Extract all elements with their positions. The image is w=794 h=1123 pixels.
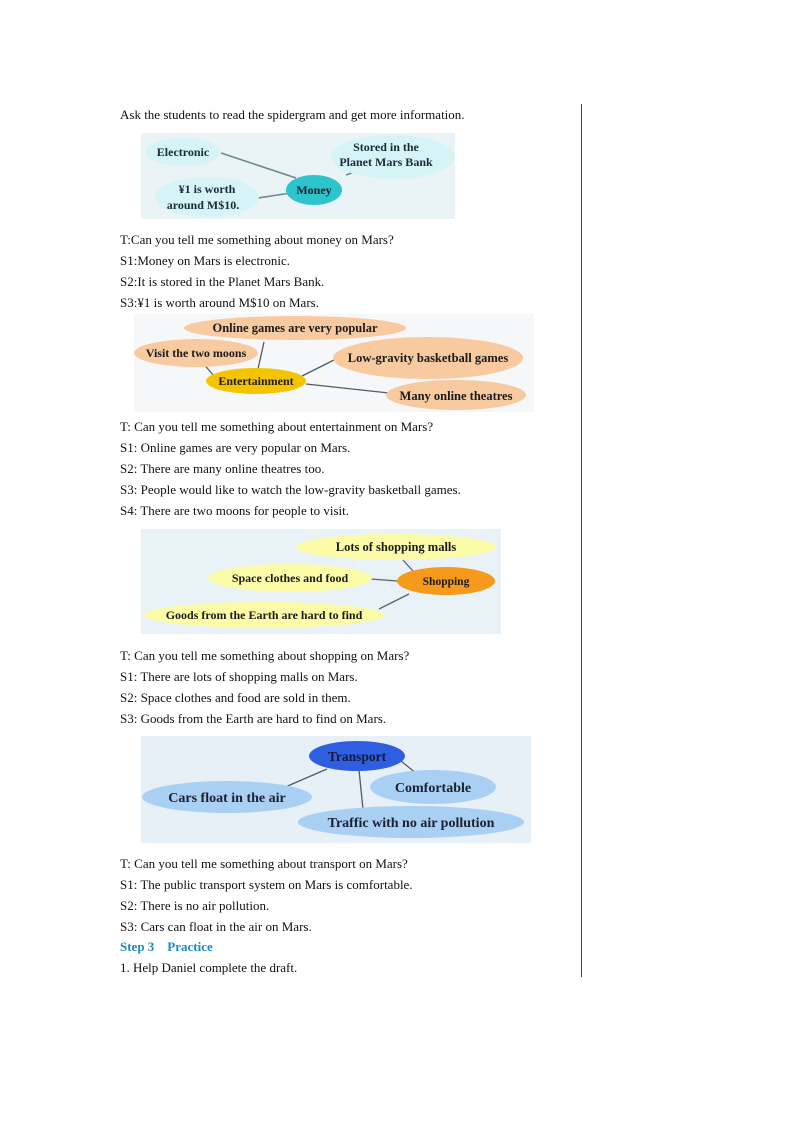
shopping-answer-1: S1: There are lots of shopping malls on Mars. (120, 669, 358, 684)
cars-label: Cars float in the air (168, 791, 286, 806)
transport-center-label: Transport (327, 749, 387, 764)
shopping-question: T: Can you tell me something about shopping on Mars? (120, 648, 410, 663)
entertainment-question: T: Can you tell me something about entertainment on Mars? (120, 419, 434, 434)
entertainment-spidergram (134, 314, 534, 412)
step-heading: Step 3 Practice (120, 939, 213, 954)
entertainment-answer-3: S3: People would like to watch the low-gravity basketball games. (120, 482, 461, 497)
electronic-label: Electronic (156, 145, 210, 159)
comfortable-label: Comfortable (394, 781, 472, 796)
shopping-answer-2: S2: Space clothes and food are sold in them. (120, 690, 351, 705)
shopping-center-label: Shopping (422, 576, 470, 588)
entertainment-answer-2: S2: There are many online theatres too. (120, 461, 325, 476)
money-answer-3: S3:¥1 is worth around M$10 on Mars. (120, 295, 319, 310)
column-divider (581, 104, 582, 977)
practice-task: 1. Help Daniel complete the draft. (120, 960, 298, 975)
transport-answer-2: S2: There is no air pollution. (120, 898, 270, 913)
bank-label-line2: Planet Mars Bank (339, 155, 433, 169)
traffic-label: Traffic with no air pollution (327, 816, 495, 831)
money-question: T:Can you tell me something about money on Mars? (120, 232, 394, 247)
goods-label: Goods from the Earth are hard to find (165, 608, 363, 622)
clothes-label: Space clothes and food (231, 571, 349, 585)
shopping-answer-3: S3: Goods from the Earth are hard to find on Mars. (120, 711, 387, 726)
malls-label: Lots of shopping malls (335, 540, 457, 554)
online-games-label: Online games are very popular (212, 321, 378, 335)
visit-moons-label: Visit the two moons (145, 346, 247, 360)
theatres-label: Many online theatres (399, 389, 513, 403)
worth-label-line1: ¥1 is worth (178, 182, 236, 196)
shopping-spidergram (141, 529, 501, 634)
money-spidergram (141, 133, 455, 219)
worth-label-line2: around M$10. (166, 198, 240, 212)
intro-text: Ask the students to read the spidergram and get more information. (120, 107, 465, 122)
bank-label-line1: Stored in the (353, 140, 419, 154)
transport-answer-1: S1: The public transport system on Mars is comfortable. (120, 877, 413, 892)
entertainment-answer-1: S1: Online games are very popular on Mars. (120, 440, 351, 455)
entertainment-answer-4: S4: There are two moons for people to visit. (120, 503, 350, 518)
money-answer-2: S2:It is stored in the Planet Mars Bank. (120, 274, 325, 289)
transport-answer-3: S3: Cars can float in the air on Mars. (120, 919, 312, 934)
basketball-label: Low-gravity basketball games (347, 351, 509, 365)
entertainment-center-label: Entertainment (218, 374, 294, 388)
transport-question: T: Can you tell me something about transport on Mars? (120, 856, 408, 871)
transport-spidergram (141, 736, 531, 843)
money-answer-1: S1:Money on Mars is electronic. (120, 253, 291, 268)
money-center-label: Money (296, 183, 332, 197)
